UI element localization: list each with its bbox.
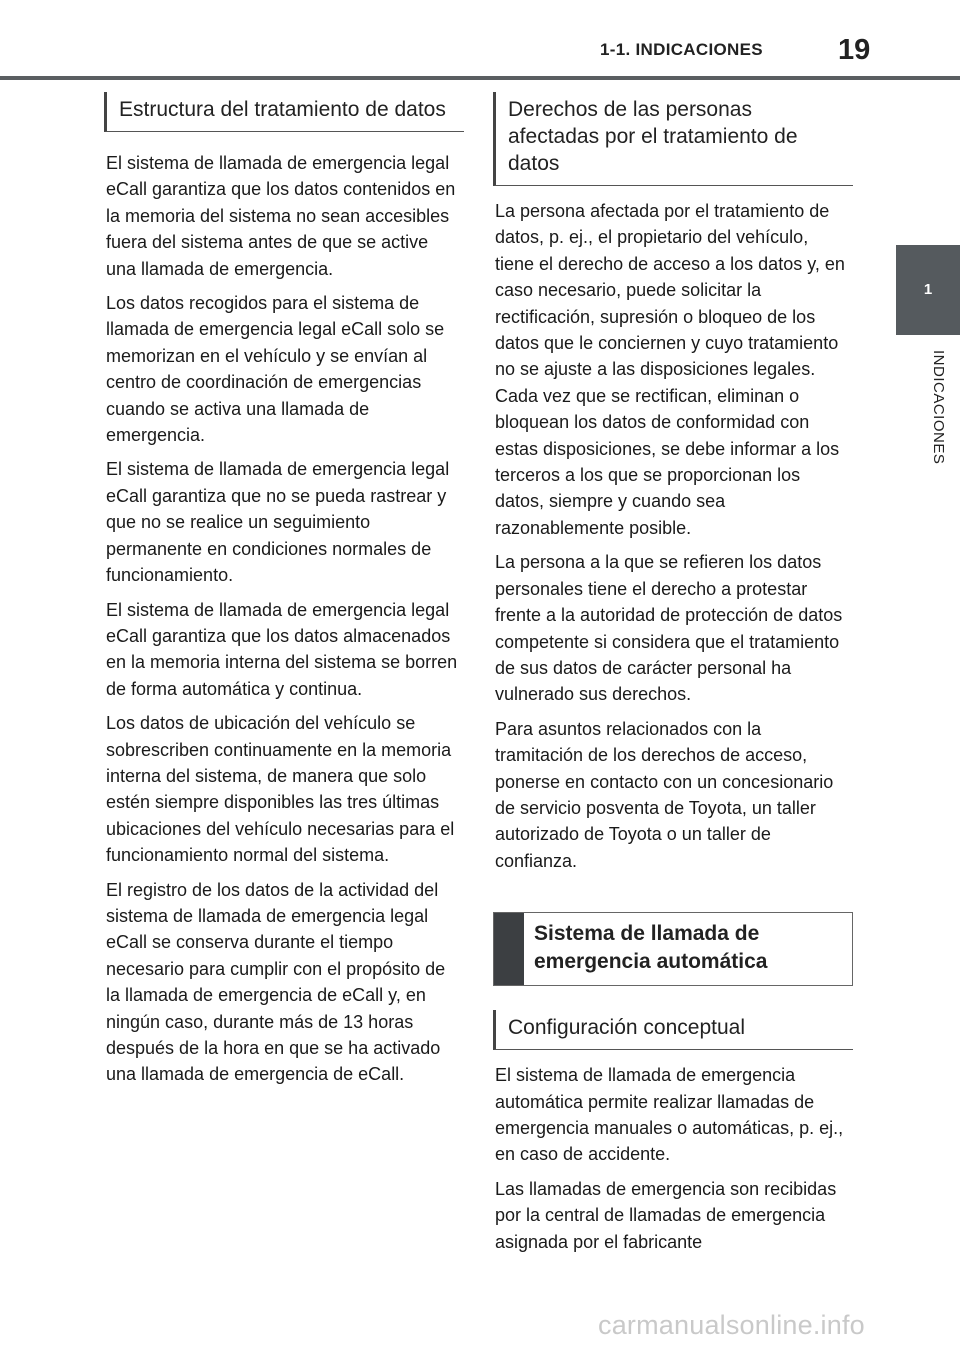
main-section-title: Sistema de llamada de emergencia automática (534, 922, 768, 974)
paragraph: Para asuntos relacionados con la tramitación de los derechos de acceso, ponerse en contacto con un concesionario de servicio posventa de Toyota, un taller autorizado de Toyota o un taller de confianza. (495, 718, 834, 871)
watermark: carmanualsonline.info (598, 1310, 865, 1340)
paragraph: El sistema de llamada de emergencia legal eCall garantiza que no se pueda rastrear y que no se realice un seguimiento permanente en condiciones normales de funcionamiento. (106, 459, 450, 586)
left-column (104, 92, 464, 1088)
right-column (493, 92, 853, 1255)
section-heading-concept: Configuración conceptual (493, 1010, 853, 1050)
main-section-heading (493, 912, 853, 986)
paragraph: Las llamadas de emergencia son recibidas por la central de llamadas de emergencia asignada por el fabricante (495, 1178, 837, 1252)
chapter-label: INDICACIONES (930, 350, 947, 465)
paragraph: La persona afectada por el tratamiento de datos, p. ej., el propietario del vehículo, tiene el derecho de acceso a los datos y, en caso necesario, puede solicitar la rectificación, supresión o bloqueo de los datos que le conciernen y cuyo tratamiento no se ajuste a las disposiciones legales. Cada vez que se rectifican, eliminan o bloquean los datos de conformidad con estas disposiciones, se debe informar a los terceros a los que se proporcionan los datos, siempre y cuando sea razonablemente posible. (495, 201, 845, 538)
paragraph: El registro de los datos de la actividad del sistema de llamada de emergencia legal eCall se conserva durante el tiempo necesario para cumplir con el propósito de la llamada de emergencia de eCall y, en ningún caso, durante más de 13 horas después de la hora en que se ha activado una llamada de emergencia de eCall. (106, 879, 446, 1085)
page-number: 19 (838, 34, 871, 66)
paragraph: El sistema de llamada de emergencia legal eCall garantiza que los datos contenidos en la memoria del sistema no sean accesibles fuera del sistema antes de que se active una llamada de emergencia. (106, 153, 456, 279)
paragraph: Los datos de ubicación del vehículo se sobrescriben continuamente en la memoria interna del sistema, de manera que solo estén siempre disponibles las tres últimas ubicaciones del vehículo necesarias para el funcionamiento normal del sistema. (106, 713, 455, 866)
section-heading-rights: Derechos de las personas afectadas por el tratamiento de datos (493, 92, 853, 186)
header-divider (0, 76, 960, 80)
chapter-tab[interactable]: 1 (896, 245, 960, 335)
section-title: 1-1. INDICACIONES (600, 40, 763, 59)
paragraph: Los datos recogidos para el sistema de llamada de emergencia legal eCall solo se memorizan en el vehículo y se envían al centro de coordinación de emergencias cuando se activa una llamada de emergencia. (106, 293, 445, 446)
paragraph: El sistema de llamada de emergencia automática permite realizar llamadas de emergencia manuales o automáticas, p. ej., en caso de accidente. (495, 1065, 844, 1165)
heading-bar-decoration (494, 913, 524, 985)
section-heading-data-structure: Estructura del tratamiento de datos (104, 92, 464, 132)
paragraph: El sistema de llamada de emergencia legal eCall garantiza que los datos almacenados en la memoria interna del sistema se borren de forma automática y continua. (106, 599, 458, 699)
paragraph: La persona a la que se refieren los datos personales tiene el derecho a protestar frente a la autoridad de protección de datos competente si considera que el tratamiento de sus datos de carácter personal ha vulnerado sus derechos. (495, 552, 843, 705)
